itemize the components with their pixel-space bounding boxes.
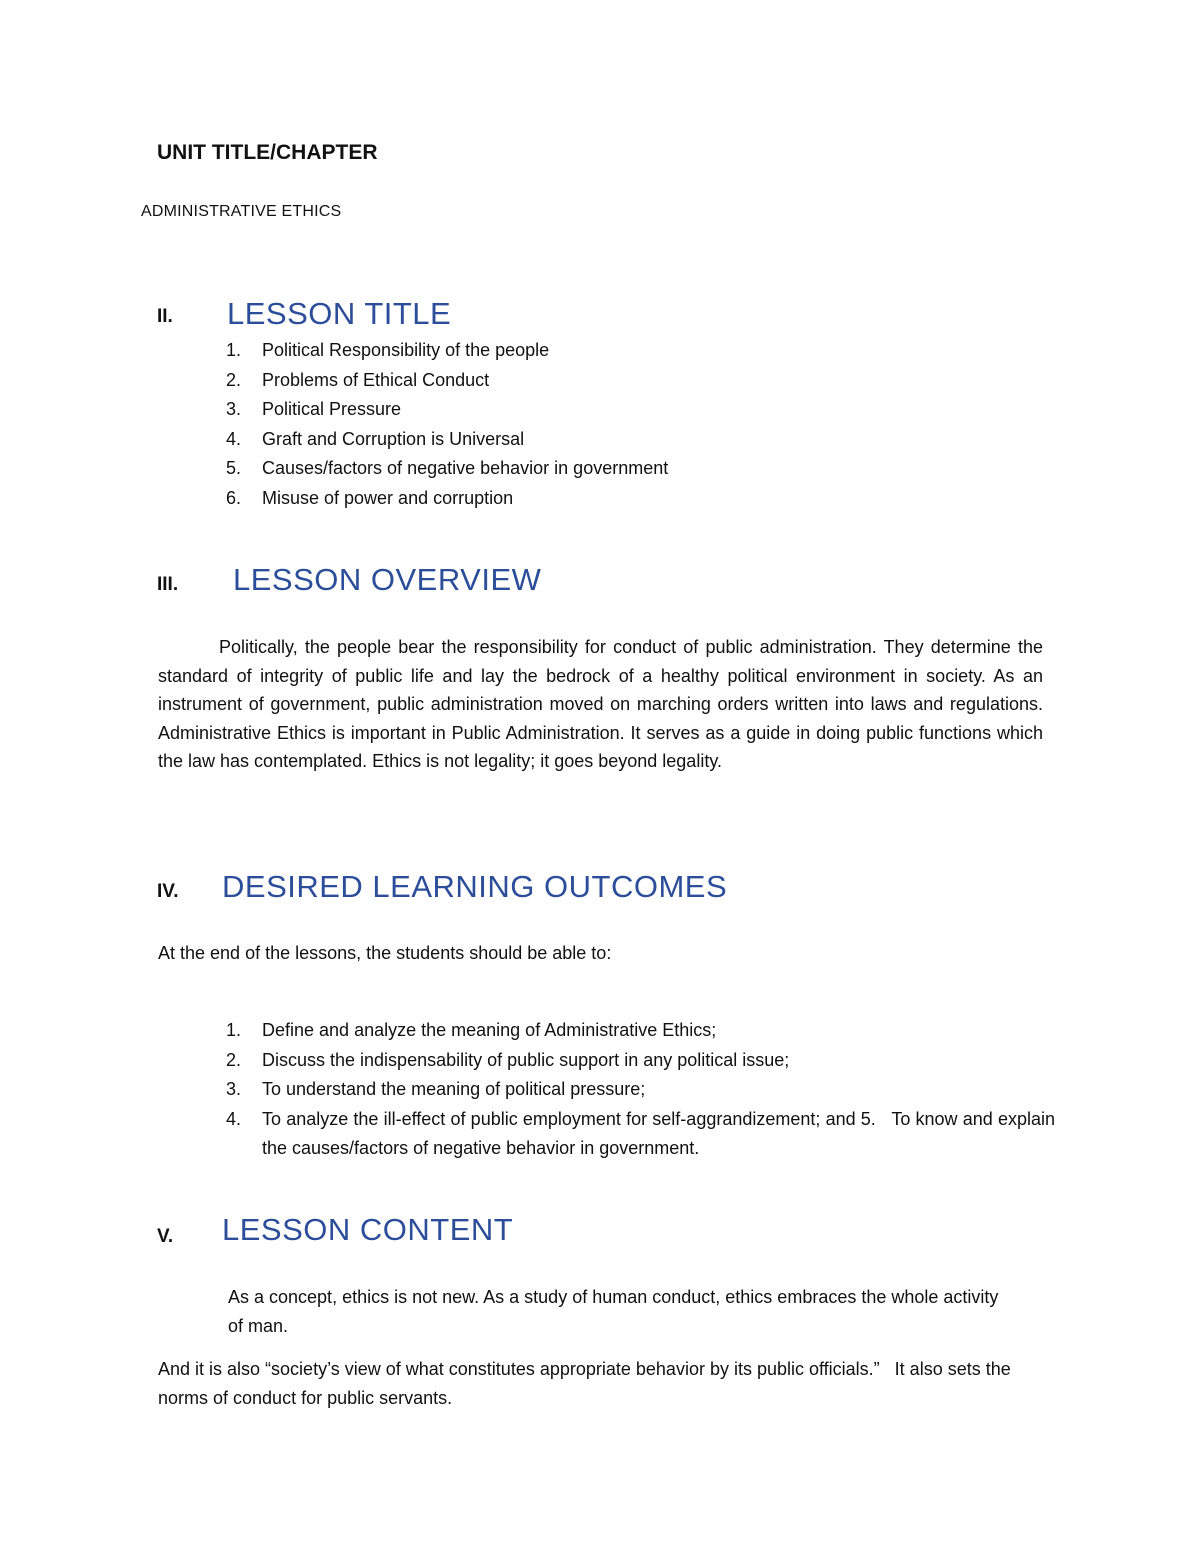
section-number-overview: III. [157, 574, 179, 595]
list-item [226, 427, 668, 457]
list-text: Causes/factors of negative behavior in government [262, 458, 669, 478]
list-item [226, 1105, 1055, 1164]
list-text: Misuse of power and corruption [262, 487, 514, 508]
list-item [226, 397, 668, 427]
list-number: 2. [226, 369, 242, 390]
section-heading-overview: LESSON OVERVIEW [233, 562, 542, 597]
list-text: Political Pressure [262, 399, 402, 419]
list-number: 2. [226, 1049, 242, 1070]
list-text: To analyze the ill-effect of public employment for self-aggrandizement; and 5. To know and explain the causes/factors of negative behavior in government. [262, 1108, 1055, 1158]
list-item [226, 338, 668, 368]
section-number-lesson-title: II. [157, 306, 173, 327]
content-paragraph-2: And it is also “society’s view of what constitutes appropriate behavior by its public officials.” It also sets the norms of conduct for public servants. [158, 1359, 1011, 1408]
list-number: 3. [226, 399, 242, 419]
list-number: 1. [226, 340, 242, 360]
list-text: Political Responsibility of the people [262, 340, 550, 360]
content-paragraph-1: As a concept, ethics is not new. As a study of human conduct, ethics embraces the whole activity of man. [228, 1287, 999, 1336]
section-heading-content: LESSON CONTENT [222, 1212, 514, 1247]
list-text: To understand the meaning of political pressure; [262, 1079, 646, 1099]
section-heading-outcomes: DESIRED LEARNING OUTCOMES [222, 869, 728, 904]
list-text: Problems of Ethical Conduct [262, 369, 490, 390]
section-heading-lesson-title: LESSON TITLE [227, 296, 452, 331]
list-item [226, 1046, 1055, 1076]
list-item [226, 1016, 1055, 1046]
list-item [226, 1075, 1055, 1105]
list-item [226, 456, 669, 486]
list-number: 4. [226, 428, 242, 449]
subject-title: ADMINISTRATIVE ETHICS [141, 203, 342, 220]
lesson-title-list [226, 338, 669, 515]
list-number: 1. [226, 1020, 242, 1040]
list-item [226, 486, 668, 516]
outcomes-list [226, 1016, 1055, 1164]
section-number-content: V. [157, 1226, 174, 1247]
list-item [226, 368, 668, 398]
list-text: Graft and Corruption is Universal [262, 428, 525, 449]
list-number: 4. [226, 1108, 242, 1129]
list-text: Discuss the indispensability of public support in any political issue; [262, 1049, 790, 1070]
outcomes-intro: At the end of the lessons, the students should be able to: [158, 943, 612, 963]
list-number: 6. [226, 487, 242, 508]
list-text: Define and analyze the meaning of Administrative Ethics; [262, 1020, 717, 1040]
section-number-outcomes: IV. [157, 881, 179, 902]
list-number: 5. [226, 458, 242, 478]
overview-paragraph: Politically, the people bear the responsibility for conduct of public administration. They determine the standard of integrity of public life and lay the bedrock of a healthy political environment in society. As an instrument of government, public administration moved on marching orders written into laws and regulations. Administrative Ethics is important in Public Administration. It serves as a guide in doing public functions which the law has contemplated. Ethics is not legality; it goes beyond legality. [158, 637, 1043, 771]
list-number: 3. [226, 1079, 242, 1099]
unit-heading: UNIT TITLE/CHAPTER [157, 141, 378, 164]
